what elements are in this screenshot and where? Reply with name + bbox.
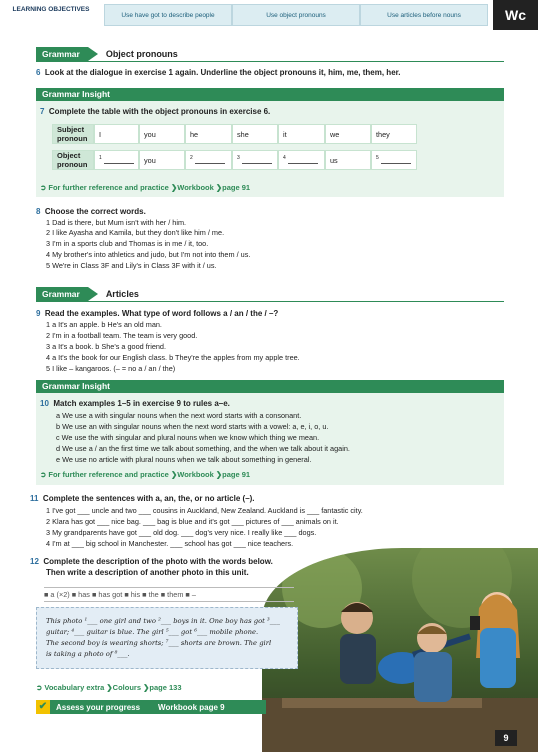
list-item: 1 a It's an apple. b He's an old man. [46,320,162,329]
list-item: d We use a / an the first time we talk about something, and the when we talk about it again. [56,444,350,453]
arrow-circle-icon: ➲ [40,470,47,479]
section-title: Object pronouns [105,49,178,59]
table-cell: I [94,124,139,144]
word-box: ■ a (×2) ■ has ■ has got ■ his ■ the ■ them ■ – [44,587,294,602]
section-divider [36,301,504,302]
list-item: 1 Dad is there, but Mum isn't with her / him. [46,218,187,227]
list-item: 3 My grandparents have got ___ old dog. ___ dog's very nice. I really like ___ dogs. [46,528,317,537]
table-cell: it [278,124,325,144]
answer-blank[interactable]: 5 [371,150,417,170]
section-object-pronouns [36,47,178,61]
unit-label: Wc [493,0,538,30]
chevron-right-icon: ❯ [106,683,113,692]
description-line: The second boy is wearing shorts; ⁷___ shorts are brown. The girl [46,639,272,647]
page-number: 9 [495,730,517,746]
photo-illustration [262,548,538,752]
page-header [0,0,538,30]
exercise-12-line2: Then write a description of another photo in this unit. [46,568,249,577]
table-cell: us [325,150,371,170]
list-item: 2 I'm in a football team. The team is very good. [46,331,198,340]
chevron-right-icon: ❯ [143,683,150,692]
arrow-circle-icon: ➲ [40,183,47,192]
description-line: is taking a photo of ⁸___. [46,650,130,658]
reference-link[interactable]: ➲ For further reference and practice ❯Workbook ❯page 91 [40,470,251,479]
section-articles [36,287,139,301]
list-item: 5 I like – kangaroos. (– = no a / an / the) [46,364,176,373]
vocabulary-extra-link[interactable]: ➲ Vocabulary extra ❯Colours ❯page 133 [36,683,182,692]
arrow-circle-icon: ➲ [36,683,43,692]
table-cell: they [371,124,417,144]
description-line: This photo ¹___ one girl and two ²___ boys in it. One boy has got ³___ [46,617,280,625]
grammar-insight-header: Grammar Insight [36,88,504,101]
table-cell: you [139,124,185,144]
exercise-9: 9 Read the examples. What type of word follows a / an / the / –? [36,309,279,318]
table-cell: you [139,150,185,170]
list-item: e We use no article with plural nouns when we talk about something in general. [56,455,312,464]
checkmark-icon: ✔ [36,700,50,714]
list-item: 4 I'm at ___ big school in Manchester. ___ school has got ___ nice teachers. [46,539,294,548]
list-item: 4 My brother's into athletics and judo, but I'm not into them / us. [46,250,251,259]
description-line: guitar; ⁴___ guitar is blue. The girl ⁵___ got ⁶___ mobile phone. [46,628,259,636]
section-title: Articles [105,289,139,299]
answer-blank[interactable]: 4 [278,150,325,170]
list-item: 3 I'm in a sports club and Thomas is in me / it, too. [46,239,209,248]
list-item: 2 I like Ayasha and Kamila, but they don't like him / me. [46,228,225,237]
reference-link[interactable]: ➲ For further reference and practice ❯Workbook ❯page 91 [40,183,251,192]
list-item: 4 a It's the book for our English class. b They're the apples from my apple tree. [46,353,300,362]
objective-3: Use articles before nouns [360,4,488,26]
exercise-7: 7 Complete the table with the object pronouns in exercise 6. [40,107,271,116]
learning-objectives-label: LEARNING OBJECTIVES [0,0,102,30]
grammar-tab: Grammar [36,47,88,61]
list-item: 1 I've got ___ uncle and two ___ cousins in Auckland, New Zealand. Auckland is ___ fantastic city. [46,506,363,515]
exercise-8: 8 Choose the correct words. [36,207,146,216]
assess-progress-bar[interactable]: ✔ Assess your progress Workbook page 9 [36,700,266,714]
list-item: b We use an with singular nouns when the next word starts with a vowel: a, e, i, o, u. [56,422,329,431]
grammar-insight-header: Grammar Insight [36,380,504,393]
chevron-right-icon: ❯ [170,470,178,479]
list-item: c We use the with singular and plural nouns when we know which thing we mean. [56,433,320,442]
chevron-right-icon: ❯ [170,183,178,192]
answer-blank[interactable]: 1 [94,150,139,170]
exercise-12: 12 Complete the description of the photo with the words below. [30,557,273,566]
list-item: a We use a with singular nouns when the next word starts with a consonant. [56,411,302,420]
section-divider [36,61,504,62]
table-cell: she [232,124,278,144]
exercise-6: 6 Look at the dialogue in exercise 1 again. Underline the object pronouns it, him, me, them, her. [36,68,401,77]
table-row-label: Object pronoun [52,150,94,170]
list-item: 3 a It's a book. b She's a good friend. [46,342,167,351]
answer-blank[interactable]: 3 [232,150,278,170]
list-item: 5 We're in Class 3F and Lily's in Class 3F with it / us. [46,261,217,270]
chevron-right-icon: ❯ [215,470,223,479]
chevron-right-icon: ❯ [215,183,223,192]
table-row-label: Subject pronoun [52,124,94,144]
table-cell: we [325,124,371,144]
grammar-tab: Grammar [36,287,88,301]
table-cell: he [185,124,232,144]
objective-1: Use have got to describe people [104,4,232,26]
exercise-11: 11 Complete the sentences with a, an, the, or no article (–). [30,494,255,503]
answer-blank[interactable]: 2 [185,150,232,170]
list-item: 2 Klara has got ___ nice bag. ___ bag is blue and it's got ___ pictures of ___ animals on it. [46,517,339,526]
objective-2: Use object pronouns [232,4,360,26]
photo-teenagers-guitar [262,548,538,752]
exercise-10: 10 Match examples 1–5 in exercise 9 to rules a–e. [40,399,230,408]
